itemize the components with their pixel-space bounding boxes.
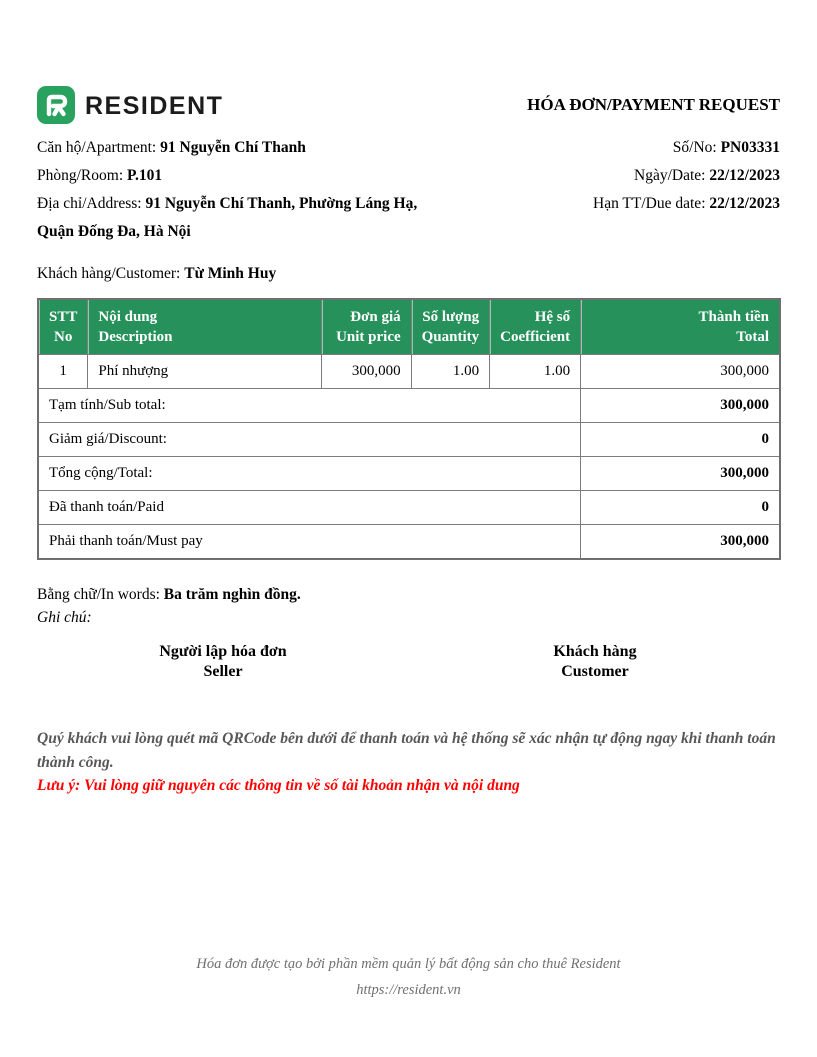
qr-payment-note: Quý khách vui lòng quét mã QRCode bên dưới để thanh toán và hệ thống sẽ xác nhận tự động ngay khi thanh toán thành công. bbox=[37, 729, 776, 771]
customer-signature-block bbox=[409, 642, 781, 682]
resident-r-icon bbox=[37, 86, 75, 124]
summary-label: Đã thanh toán/Paid bbox=[38, 491, 581, 525]
in-words-label: Bằng chữ/In words: bbox=[37, 585, 160, 603]
customer-field bbox=[37, 265, 780, 283]
customer-title-vi: Khách hàng bbox=[553, 642, 637, 660]
in-words-value: Ba trăm nghìn đồng. bbox=[163, 585, 301, 603]
info-left-block bbox=[37, 134, 429, 246]
invoice-number-field bbox=[593, 134, 780, 162]
account-warning-note: Lưu ý: Vui lòng giữ nguyên các thông tin về số tài khoản nhận và nội dung bbox=[37, 776, 520, 794]
cell-no: 1 bbox=[38, 355, 88, 389]
footer-generated-by: Hóa đơn được tạo bởi phần mềm quản lý bất động sản cho thuê Resident bbox=[196, 956, 621, 972]
apartment-field bbox=[37, 134, 429, 162]
summary-row-subtotal bbox=[38, 389, 780, 423]
address-field bbox=[37, 190, 429, 246]
summary-row-must-pay bbox=[38, 525, 780, 559]
invoice-date-label: Ngày/Date: bbox=[634, 167, 706, 184]
brand-row bbox=[37, 86, 780, 124]
invoice-date-field bbox=[593, 162, 780, 190]
seller-title-en: Seller bbox=[203, 662, 243, 680]
summary-label: Tạm tính/Sub total: bbox=[38, 389, 581, 423]
col-header-unit-price: Đơn giá Unit price bbox=[322, 299, 411, 355]
summary-value: 0 bbox=[581, 491, 780, 525]
col-header-total: Thành tiền Total bbox=[581, 299, 780, 355]
room-label: Phòng/Room: bbox=[37, 167, 124, 184]
invoice-date-value: 22/12/2023 bbox=[709, 167, 780, 184]
customer-value: Từ Minh Huy bbox=[184, 265, 277, 282]
in-words-field bbox=[37, 583, 780, 606]
address-value: 91 Nguyễn Chí Thanh, Phường Láng Hạ, Quận Đống Đa, Hà Nội bbox=[37, 195, 418, 240]
col-header-coefficient: Hệ số Coefficient bbox=[490, 299, 581, 355]
invoice-info bbox=[37, 134, 780, 246]
summary-row-total bbox=[38, 457, 780, 491]
page-footer bbox=[0, 956, 817, 999]
address-label: Địa chỉ/Address: bbox=[37, 195, 142, 212]
due-date-label: Hạn TT/Due date: bbox=[593, 195, 706, 212]
summary-value: 0 bbox=[581, 423, 780, 457]
summary-value: 300,000 bbox=[581, 457, 780, 491]
room-value: P.101 bbox=[127, 167, 163, 184]
cell-coefficient: 1.00 bbox=[490, 355, 581, 389]
summary-label: Giảm giá/Discount: bbox=[38, 423, 581, 457]
invoice-number-label: Số/No: bbox=[672, 139, 717, 156]
document-title: HÓA ĐƠN/PAYMENT REQUEST bbox=[527, 95, 780, 114]
resident-logo bbox=[37, 86, 223, 124]
table-header-row bbox=[38, 299, 780, 355]
note-label: Ghi chú: bbox=[37, 608, 92, 626]
summary-row-discount bbox=[38, 423, 780, 457]
seller-signature-block bbox=[37, 642, 409, 682]
cell-description: Phí nhượng bbox=[88, 355, 322, 389]
cell-quantity: 1.00 bbox=[411, 355, 490, 389]
summary-value: 300,000 bbox=[581, 389, 780, 423]
summary-value: 300,000 bbox=[581, 525, 780, 559]
summary-label: Tổng cộng/Total: bbox=[38, 457, 581, 491]
info-right-block bbox=[593, 134, 780, 246]
customer-label: Khách hàng/Customer: bbox=[37, 265, 181, 282]
cell-total: 300,000 bbox=[581, 355, 780, 389]
customer-title-en: Customer bbox=[561, 662, 629, 680]
col-header-description: Nội dung Description bbox=[88, 299, 322, 355]
summary-label: Phải thanh toán/Must pay bbox=[38, 525, 581, 559]
cell-unit-price: 300,000 bbox=[322, 355, 411, 389]
due-date-value: 22/12/2023 bbox=[709, 195, 780, 212]
invoice-table bbox=[37, 298, 781, 560]
logo-wordmark: RESIDENT bbox=[85, 91, 224, 120]
signature-section bbox=[37, 642, 781, 682]
col-header-no: STT No bbox=[38, 299, 88, 355]
footer-website-link[interactable]: https://resident.vn bbox=[356, 982, 461, 998]
invoice-number-value: PN03331 bbox=[720, 139, 780, 156]
table-row bbox=[38, 355, 780, 389]
seller-title-vi: Người lập hóa đơn bbox=[159, 642, 287, 660]
room-field bbox=[37, 162, 429, 190]
summary-row-paid bbox=[38, 491, 780, 525]
col-header-quantity: Số lượng Quantity bbox=[411, 299, 490, 355]
apartment-value: 91 Nguyễn Chí Thanh bbox=[160, 139, 306, 156]
apartment-label: Căn hộ/Apartment: bbox=[37, 139, 157, 156]
due-date-field bbox=[593, 190, 780, 218]
